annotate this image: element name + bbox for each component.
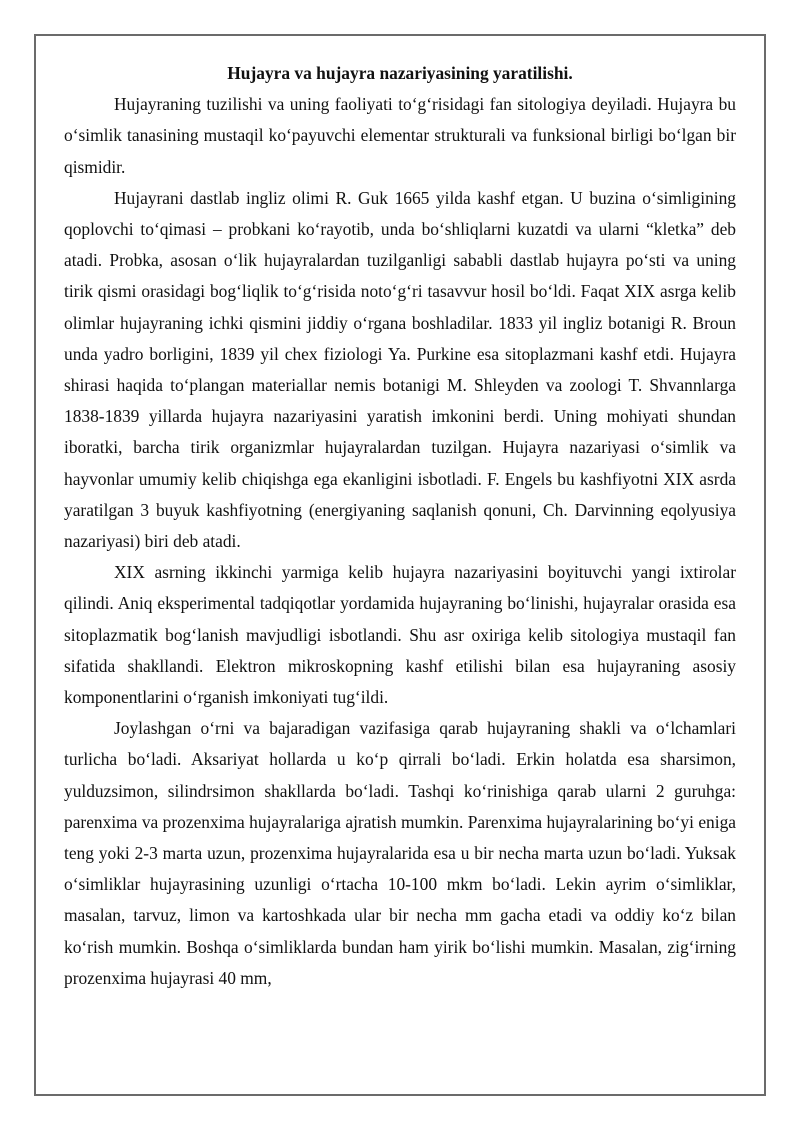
paragraph-3: XIX asrning ikkinchi yarmiga kelib hujayra nazariyasini boyituvchi yangi ixtirolar qilindi. Aniq eksperimental tadqiqotlar yordamida hujayraning bo‘linishi, hujayralar orasida esa sitoplazmatik bog‘lanish mavjudligi isbotlandi. Shu asr oxiriga kelib sitologiya mustaqil fan sifatida shakllandi. Elektron mikroskopning kashf etilishi bilan esa hujayraning asosiy komponentlarini o‘rganish imkoniyati tug‘ildi. [64,562,736,708]
paragraph-4: Joylashgan o‘rni va bajaradigan vazifasiga qarab hujayraning shakli va o‘lchamlari turlicha bo‘ladi. Aksariyat hollarda u ko‘p qirrali bo‘ladi. Erkin holatda esa sharsimon, yulduzsimon, silindrsimon shakllarda bo‘ladi. Tashqi ko‘rinishiga qarab ularni 2 guruhga: parenxima va prozenxima hujayralariga ajratish mumkin. Parenxima hujayralarining bo‘yi eniga teng yoki 2-3 marta uzun, prozenxima hujayralarida esa u bir necha marta uzun bo‘ladi. Yuksak o‘simliklar hujayrasining uzunligi o‘rtacha 10-100 mkm bo‘ladi. Lekin ayrim o‘simliklar, masalan, tarvuz, limon va kartoshkada ular bir necha mm gacha etadi va oddiy ko‘z bilan ko‘rish mumkin. Boshqa o‘simliklarda bundan ham yirik bo‘lishi mumkin. Masalan, zig‘irning prozenxima hujayrasi 40 mm, [64,718,736,988]
document-body [64,58,736,994]
paragraph-1: Hujayraning tuzilishi va uning faoliyati to‘g‘risidagi fan sitologiya deyiladi. Hujayra bu o‘simlik tanasining mustaqil ko‘payuvchi elementar strukturali va funksional birligi bo‘lgan bir qismidir. [64,94,736,177]
paragraph-2: Hujayrani dastlab ingliz olimi R. Guk 1665 yilda kashf etgan. U buzina o‘simligining qoplovchi to‘qimasi – probkani ko‘rayotib, unda bo‘shliqlarni kuzatdi va ularni “kletka” deb atadi. Probka, asosan o‘lik hujayralardan tuzilganligi sababli dastlab hujayra po‘sti va uning tirik qismi orasidagi bog‘liqlik to‘g‘risida noto‘g‘ri tasavvur hosil bo‘ldi. Faqat XIX asrga kelib olimlar hujayraning ichki qismini jiddiy o‘rgana boshladilar. 1833 yil ingliz botanigi R. Broun unda yadro borligini, 1839 yil chex fiziologi Ya. Purkine esa sitoplazmani kashf etdi. Hujayra shirasi haqida to‘plangan materiallar nemis botanigi M. Shleyden va zoologi T. Shvannlarga 1838-1839 yillarda hujayra nazariyasini yaratish imkonini berdi. Uning mohiyati shundan iboratki, barcha tirik organizmlar hujayralardan tuzilgan. Hujayra nazariyasi o‘simlik va hayvonlar umumiy kelib chiqishga ega ekanligini isbotladi. F. Engels bu kashfiyotni XIX asrda yaratilgan 3 buyuk kashfiyotning (energiyaning saqlanish qonuni, Ch. Darvinning eqolyusiya nazariyasi) biri deb atadi. [64,187,736,552]
document-title: Hujayra va hujayra nazariyasining yaratilishi. [227,63,573,83]
